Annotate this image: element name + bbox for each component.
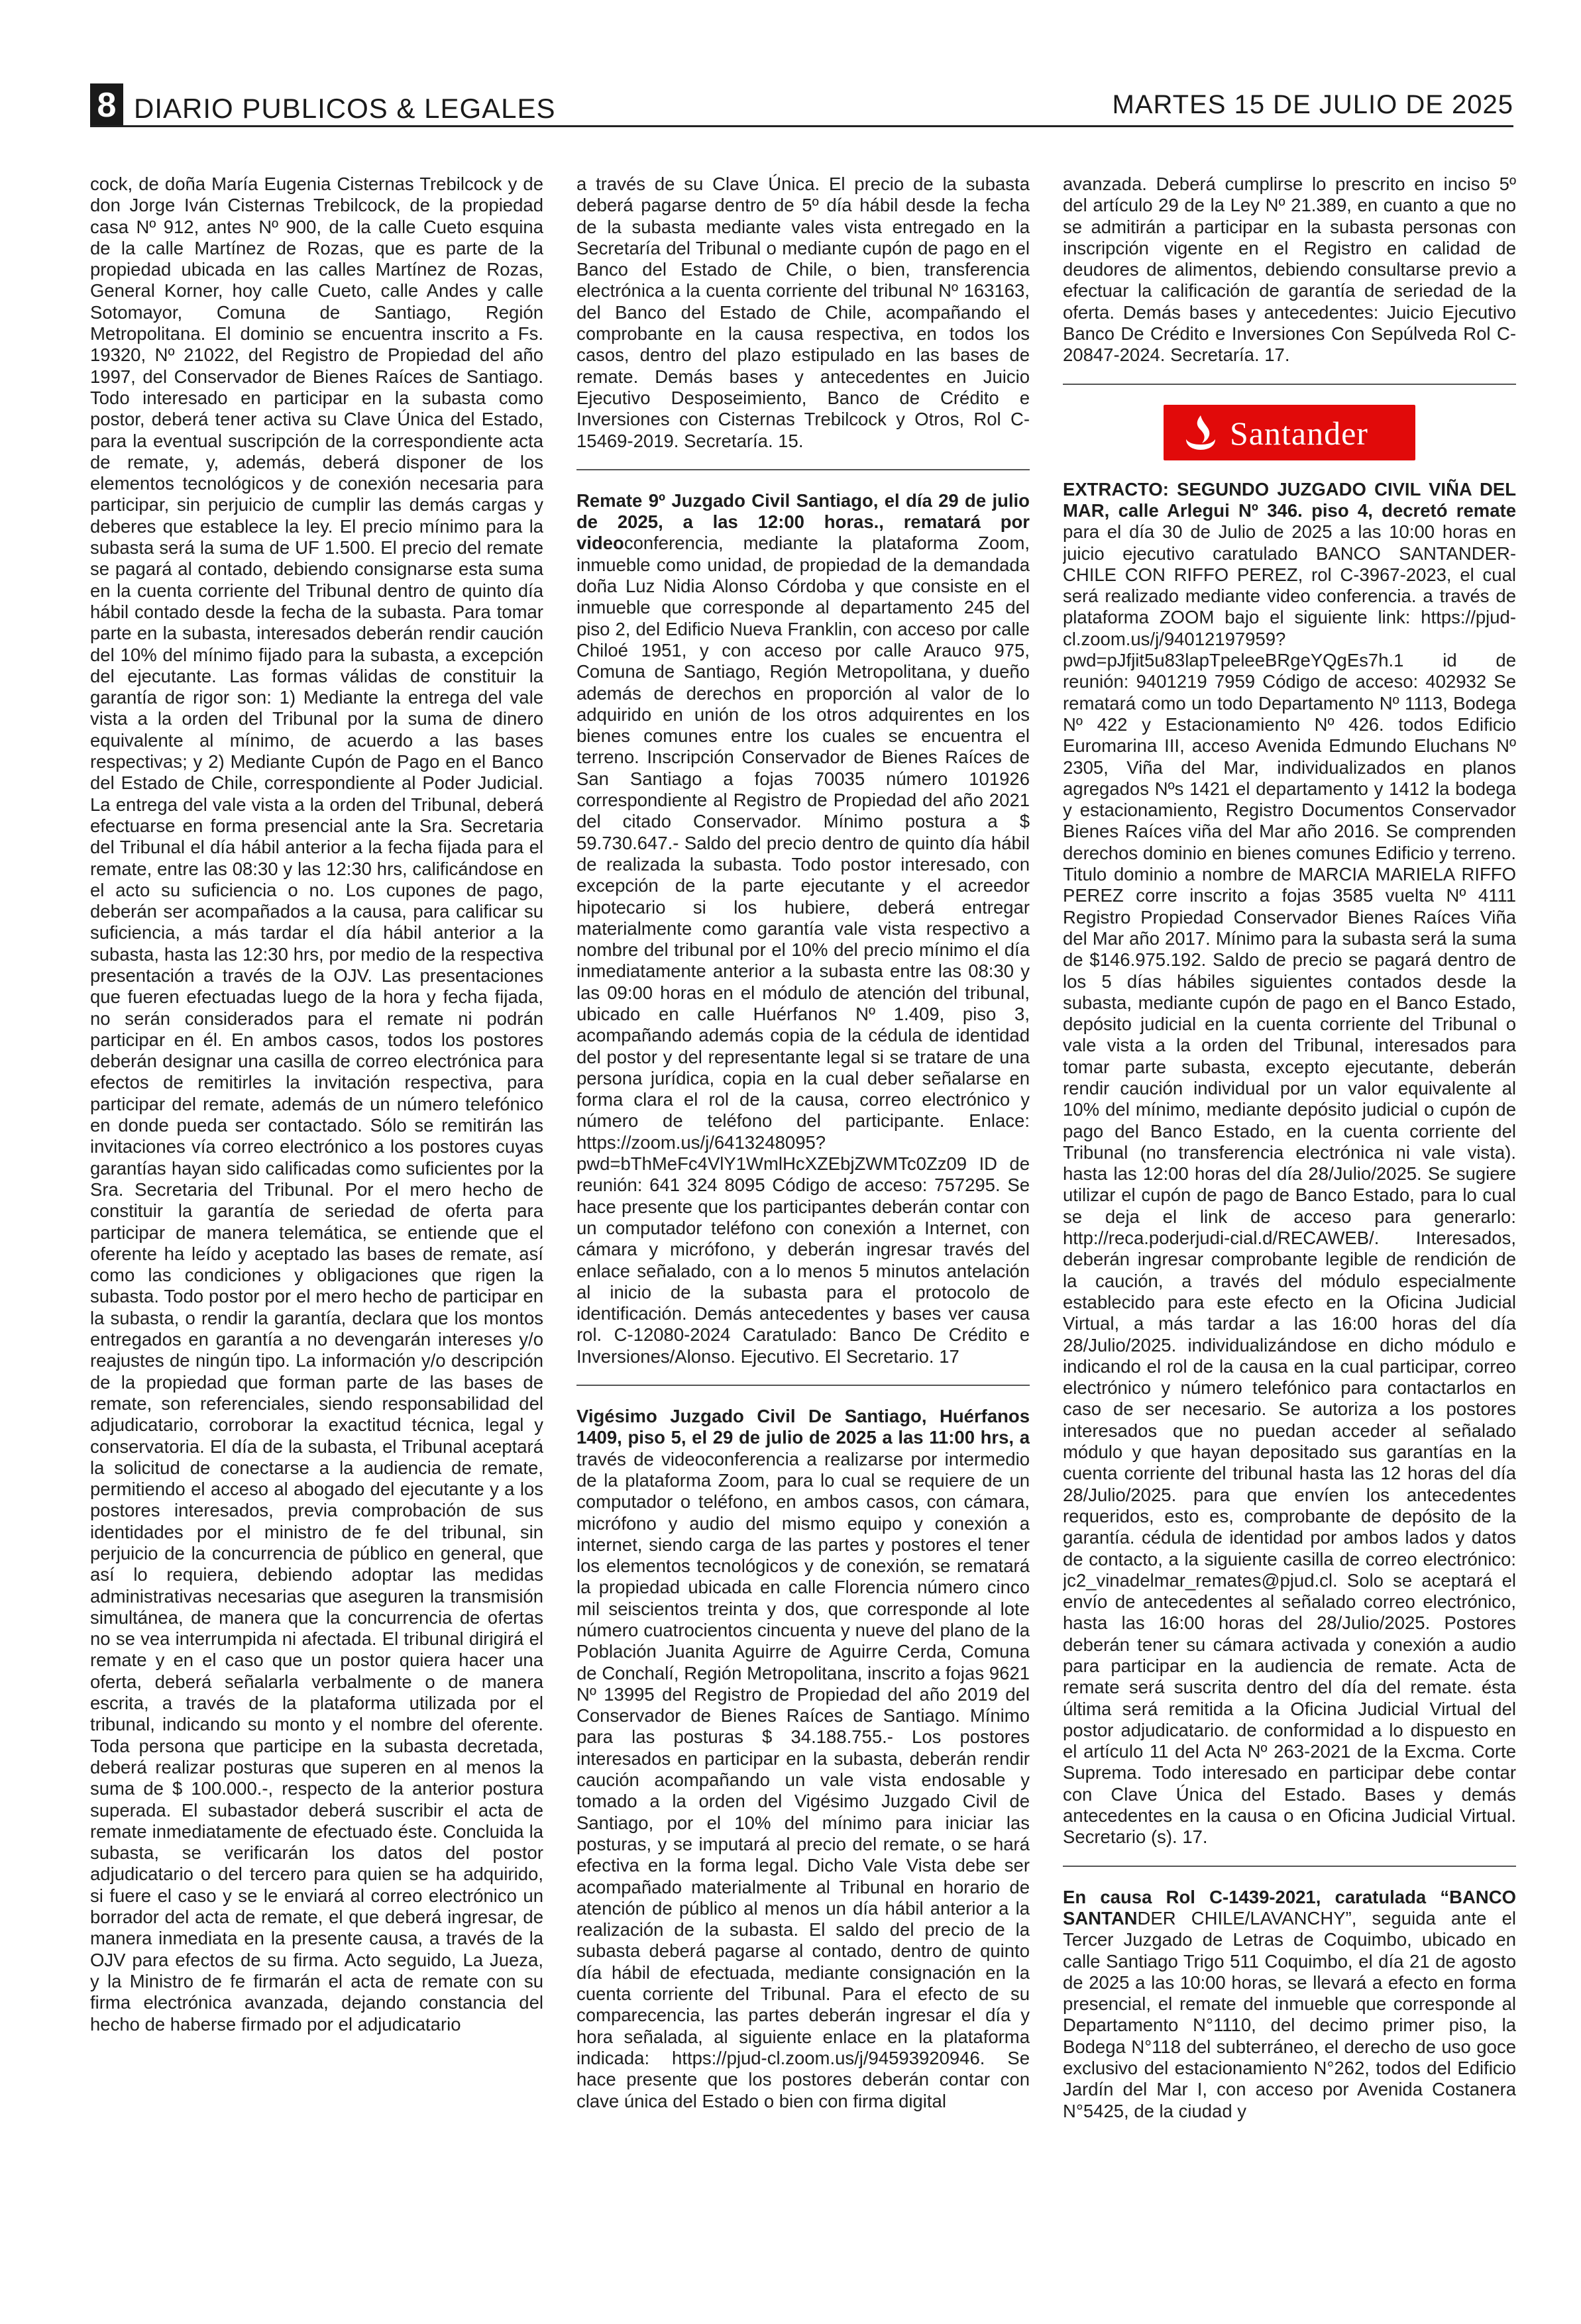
notice-body xyxy=(1063,479,1516,1848)
notice-body xyxy=(576,490,1030,1367)
notice-body xyxy=(1063,1887,1516,2122)
header-rule xyxy=(90,125,1513,127)
notice-continuation xyxy=(90,174,543,2035)
publication-name: DIARIO PUBLICOS & LEGALES xyxy=(134,93,556,124)
notice-vigesimo-juzgado xyxy=(576,1406,1030,2112)
notice-separator xyxy=(576,1385,1030,1386)
page-header xyxy=(90,83,1513,127)
flame-icon xyxy=(1181,413,1221,452)
page-number: 8 xyxy=(90,83,123,127)
notice-text: DER CHILE/LAVANCHY”, seguida ante el Tercer Juzgado de Letras de Coquimbo, ubicado en calle Santiago Trigo 511 Coquimbo, el día 21 de agosto de 2025 a las 10:00 horas, se llevará a efecto en forma presencial, el remate del inmueble que corresponde al Departamento N°1110, del decimo primer piso, la Bodega N°118 del subterráneo, el derecho de uso goce exclusivo del estacionamiento N°262, todos del Edificio Jardín del Mar I, con acceso por Avenida Costanera N°5425, de la ciudad y xyxy=(1063,1907,1516,2121)
notice-heading: EXTRACTO: SEGUNDO JUZGADO CIVIL VIÑA DEL MAR, calle Arlegui Nº 346. piso 4, decretó remate xyxy=(1063,478,1516,521)
notice-text: a través de su Clave Única. El precio de la subasta deberá pagarse dentro de 5º día hábil desde la fecha de la subasta mediante vales vista entregado en la Secretaría del Tribunal o mediante cupón de pago en el Banco del Estado de Chile, o bien, transferencia electrónica a la cuenta corriente del tribunal Nº 163163, del Banco del Estado de Chile, acompañando el comprobante en la causa respectiva, en todos los casos, dentro del plazo estipulado en las bases de remate. Demás bases y antecedentes en Juicio Ejecutivo Desposeimiento, Banco de Crédito e Inversiones con Cisternas Trebilcock y Otros, Rol C-15469-2019. Secretaría. 15. xyxy=(576,174,1030,451)
column-3 xyxy=(1063,174,1516,2307)
notice-heading: En causa Rol C-1439-2021, caratulada “BANCO SANTAN xyxy=(1063,1886,1516,1928)
notice-text: través de videoconferencia a realizarse por intermedio de la plataforma Zoom, para lo cual se requiere de un computador o teléfono, en ambos casos, con cámara, micrófono y audio del mismo equipo y conexión a internet, siendo carga de las partes y postores el tener los elementos tecnológicos y de conexión, se rematará la propiedad ubicada en calle Florencia número cinco mil seiscientos treinta y dos, que corresponde al lote número cuatrocientos cincuenta y nueve del plano de la Población Juanita Aguirre de Aguirre Cerda, Comuna de Conchalí, Región Metropolitana, inscrito a fojas 9621 Nº 13995 del Registro de Propiedad del año 2019 del Conservador de Bienes Raíces de Santiago. Mínimo para las posturas $ 34.188.755.- Los postores interesados en participar en la subasta, deberán rendir caución acompañando un vale vista endosable y tomado a la orden del Vigésimo Juzgado Civil de Santiago, por el 10% del mínimo para iniciar las posturas, y se imputará al precio del remate, o se hará efectiva en la forma legal. Dicho Vale Vista debe ser acompañado materialmente al Tribunal en horario de atención de público al menos un día hábil anterior a la realización de la subasta. El saldo del precio de la subasta deberá pagarse al contado, dentro de quinto día hábil de efectuada, mediante consignación en la cuenta corriente del Tribunal. Para el efecto de su comparecencia, las partes deberán ingresar el día y hora señalada, al siguiente enlace en la plataforma indicada: https://pjud-cl.zoom.us/j/94593920946. Se hace presente que los postores deberán contar con clave única del Estado o bien con firma digital xyxy=(576,1448,1030,2111)
column-2 xyxy=(576,174,1030,2307)
notice-separator xyxy=(576,469,1030,470)
notice-heading: Vigésimo Juzgado Civil De Santiago, Huérfanos 1409, piso 5, el 29 de julio de 2025 a las 11:00 hrs, a xyxy=(576,1406,1030,1448)
notice-causa-coquimbo xyxy=(1063,1887,1516,2122)
notice-body xyxy=(576,1406,1030,2112)
santander-logo xyxy=(1164,405,1415,460)
column-1 xyxy=(90,174,543,2307)
notice-heading: Remate 9º Juzgado Civil Santiago, el día 29 de julio de 2025, a las 12:00 horas., rematará por video xyxy=(576,490,1030,554)
notice-text: para el día 30 de Julio de 2025 a las 10:00 horas en juicio ejecutivo caratulado BANCO SANTANDER-CHILE CON RIFFO PEREZ, rol C-3967-2023, el cual será realizado mediante video conferencia. a través de plataforma ZOOM bajo el siguiente link: https://pjud-cl.zoom.us/j/94012197959?pwd=pJfjit5u83lapTpeleeBRgeYQgEs7h.1 id de reunión: 9401219 7959 Código de acceso: 402932 Se rematará como un todo Departamento Nº 1113, Bodega Nº 422 y Estacionamiento Nº 426. todos Edificio Euromarina III, acceso Avenida Edmundo Eluchans Nº 2305, Viña del Mar, individualizados en planos agregados Nºs 1421 el departamento y 1412 la bodega y estacionamiento, Registro Documentos Conservador Bienes Raíces viña del Mar año 2016. Se comprenden derechos dominio en bienes comunes Edificio y terreno. Titulo dominio a nombre de MARCIA MARIELA RIFFO PEREZ corre inscrito a fojas 3585 vuelta Nº 4111 Registro Propiedad Conservador Bienes Raíces Viña del Mar año 2017. Mínimo para la subasta será la suma de $146.975.192. Saldo de precio se pagará dentro de los 5 días hábiles siguientes contados desde la subasta, mediante cupón de pago en el Banco Estado, depósito judicial en la cuenta corriente del Tribunal o vale vista a la orden del Tribunal, interesados para tomar parte subasta, excepto ejecutante, deberán rendir caución individual por un valor equivalente al 10% del mínimo, mediante depósito judicial o cupón de pago del Banco Estado, en la cuenta corriente del Tribunal (no transferencia electrónica ni vale vista). hasta las 12:00 horas del día 28/Julio/2025. Se sugiere utilizar el cupón de pago de Banco Estado, para lo cual se deja el link de acceso para generarlo: http://reca.poderjudi-cial.d/RECAWEB/. Interesados, deberán ingresar comprobante legible de rendición de la caución, a través del módulo especialmente establecido para este efecto en la Oficina Judicial Virtual, a más tardar a las 16:00 horas del día 28/Julio/2025. individualizándose en dicho módulo e indicando el rol de la causa en la cual participar, correo electrónico y número telefónico para contactarlos en caso de ser necesario. Se autoriza a los postores interesados que no puedan acceder al señalado módulo y que hayan depositado sus garantías en la cuenta corriente del tribunal hasta las 12 horas del día 28/Julio/2025. para que envíen los antecedentes requeridos, esto es, comprobante de depósito de la garantía. cédula de identidad por ambos lados y datos de contacto, a la siguiente casilla de correo electrónico: jc2_vinadelmar_remates@pjud.cl. Solo se aceptará el envío de antecedentes al señalado correo electrónico, hasta las 16:00 horas del 28/Julio/2025. Postores deberán tener su cámara activada y conexión a audio para participar en la audiencia de remate. Acta de remate será suscrita dentro del día del remate. ésta última será remitida a la Oficina Judicial Virtual del postor adjudicatario. de conformidad a lo dispuesto en el artículo 11 del Acta Nº 263-2021 de la Excma. Corte Suprema. Todo interesado en participar debe contar con Clave Única del Estado. Bases y demás antecedentes en la causa o en Oficina Judicial Virtual. Secretario (s). 17. xyxy=(1063,521,1516,1848)
notice-text: conferencia, mediante la plataforma Zoom, inmueble como unidad, de propiedad de la demandada doña Luz Nidia Alonso Córdoba y que consiste en el inmueble que corresponde al departamento 245 del piso 2, del Edificio Nueva Franklin, con acceso por calle Chiloé 1951, y con acceso por calle Arauco 975, Comuna de Santiago, Región Metropolitana, y dueño además de derechos en proporción al valor de lo adquirido en unión de los otros adquirentes en los bienes comunes entre los cuales se encuentra el terreno. Inscripción Conservador de Bienes Raíces de San Santiago a fojas 70035 número 101926 correspondiente al Registro de Propiedad del año 2021 del citado Conservador. Mínimo postura a $ 59.730.647.- Saldo del precio dentro de quinto día hábil de realizada la subasta. Todo postor interesado, con excepción de la parte ejecutante y el acreedor hipotecario si los hubiere, deberá entregar materialmente como garantía vale vista respectivo a nombre del tribunal por el 10% del precio mínimo el día inmediatamente anterior a la subasta entre las 08:30 y las 09:00 horas en el módulo de atención del tribunal, ubicado en calle Huérfanos Nº 1.409, piso 3, acompañando además copia de la cédula de identidad del postor y del representante legal si se tratare de una persona jurídica, copia en la cual deber señalarse en forma clara el rol de la causa, correo electrónico y número de teléfono del participante. Enlace: https://zoom.us/j/6413248095?pwd=bThMeFc4VlY1WmlHcXZEbjZWMTc0Zz09 ID de reunión: 641 324 8095 Código de acceso: 757295. Se hace presente que los participantes deberán contar con un computador teléfono con conexión a Internet, con cámara y micrófono, y deberán ingresar través del enlace señalado, con a lo menos 5 minutos antelación al inicio de la subasta para el protocolo de identificación. Demás antecedentes y bases ver causa rol. C-12080-2024 Caratulado: Banco De Crédito e Inversiones/Alonso. Ejecutivo. El Secretario. 17 xyxy=(576,533,1030,1367)
santander-logo-text: Santander xyxy=(1230,414,1368,452)
notice-separator xyxy=(1063,384,1516,385)
notice-continuation xyxy=(1063,174,1516,366)
notice-segundo-juzgado-vina xyxy=(1063,479,1516,1848)
notice-remate-9-juzgado xyxy=(576,490,1030,1367)
notice-text: cock, de doña María Eugenia Cisternas Trebilcock y de don Jorge Iván Cisternas Trebilcock, de la propiedad casa Nº 912, antes Nº 900, de la calle Cueto esquina de la calle Martínez de Rozas, que es parte de la propiedad ubicada en las calles Martínez de Rozas, General Korner, hoy calle Cueto, calle Andes y calle Sotomayor, Comuna de Santiago, Región Metropolitana. El dominio se encuentra inscrito a Fs. 19320, Nº 21022, del Registro de Propiedad del año 1997, del Conservador de Bienes Raíces de Santiago. Todo interesado en participar en la subasta como postor, deberá tener activa su Clave Única del Estado, para la eventual suscripción de la correspondiente acta de remate, y, además, deberá disponer de los elementos tecnológicos y de conexión necesaria para participar, sin perjuicio de cumplir las demás cargas y deberes que establece la ley. El precio mínimo para la subasta será la suma de UF 1.500. El precio del remate se pagará al contado, debiendo consignarse esta suma en la cuenta corriente del Tribunal dentro de quinto día hábil contado desde la fecha de la subasta. Para tomar parte en la subasta, interesados deberán rendir caución del 10% del mínimo fijado para la subasta, a excepción del ejecutante. Las formas válidas de constituir la garantía de rigor son: 1) Mediante la entrega del vale vista a la orden del Tribunal por la suma de dinero equivalente al mínimo, de acuerdo a las bases respectivas; y 2) Mediante Cupón de Pago en el Banco del Estado de Chile, correspondiente al Poder Judicial. La entrega del vale vista a la orden del Tribunal, deberá efectuarse en forma presencial ante la Sra. Secretaria del Tribunal el día hábil anterior a la fecha fijada para el remate, entre las 08:30 y las 12:30 hrs, calificándose en el acto su suficiencia o no. Los cupones de pago, deberán ser acompañados a la causa, para calificar su suficiencia, a más tardar el día hábil anterior a la subasta, hasta las 12:30 hrs, por medio de la respectiva presentación a través de la OJV. Las presentaciones que fueren efectuadas luego de la hora y fecha fijada, no serán considerados para el remate ni podrán participar en él. En ambos casos, todos los postores deberán designar una casilla de correo electrónica para efectos de remitirles la invitación respectiva, para participar del remate, además de un número telefónico en donde pueda ser contactado. Sólo se remitirán las invitaciones vía correo electrónico a los postores cuyas garantías hayan sido calificadas como suficientes por la Sra. Secretaria del Tribunal. Por el mero hecho de constituir la garantía de seriedad de oferta para participar de manera telemática, se entiende que el oferente ha leído y aceptado las bases de remate, así como las condiciones y obligaciones que rigen la subasta. Todo postor por el mero hecho de participar en la subasta, o rendir la garantía, declara que los montos entregados en garantía a no devengarán intereses y/o reajustes de ningún tipo. La información y/o descripción de la propiedad que forman parte de las bases de remate, son referenciales, siendo responsabilidad del adjudicatario, corroborar la exactitud técnica, legal y conservatoria. El día de la subasta, el Tribunal aceptará la solicitud de conectarse a la audiencia de remate, permitiendo el acceso al abogado del ejecutante y a los postores interesados, previa comprobación de sus identidades por el ministro de fe del tribunal, sin perjuicio de la concurrencia de público en general, que así lo requiera, debiendo adoptar las medidas administrativas necesarias que aseguren la transmisión simultánea, de manera que la concurrencia de ofertas no se vea interrumpida ni afectada. El tribunal dirigirá el remate y en el caso que un postor quiera hacer una oferta, deberá señalarla verbalmente o de manera escrita, a través de la plataforma utilizada por el tribunal, indicando su monto y el nombre del oferente. Toda persona que participe en la subasta decretada, deberá realizar posturas que superen en al menos la suma de $ 100.000.-, respecto de la anterior postura superada. El subastador deberá suscribir el acta de remate inmediatamente de efectuado éste. Concluida la subasta, se verificarán los datos del postor adjudicatario o del tercero para quien se ha adquirido, si fuere el caso y se le enviará al correo electrónico un borrador del acta de remate, el que deberá ingresar, de manera inmediata en la presente causa, a través de la OJV para efectos de su firma. Acto seguido, La Jueza, y la Ministro de fe firmarán el acta de remate con su firma electrónica avanzada, dejando constancia del hecho de haberse firmado por el adjudicatario xyxy=(90,174,543,2034)
publication-date: MARTES 15 DE JULIO DE 2025 xyxy=(1112,90,1513,119)
notice-continuation xyxy=(576,174,1030,452)
notice-text: avanzada. Deberá cumplirse lo prescrito en inciso 5º del artículo 29 de la Ley Nº 21.389, en cuanto a que no se admitirán a participar en la subasta personas con inscripción vigente en el Registro en calidad de deudores de alimentos, debiendo consultarse previo a efectuar la calificación de garantía de seriedad de la oferta. Demás bases y antecedentes: Juicio Ejecutivo Banco De Crédito e Inversiones Con Sepúlveda Rol C-20847-2024. Secretaría. 17. xyxy=(1063,174,1516,366)
notice-separator xyxy=(1063,1866,1516,1867)
